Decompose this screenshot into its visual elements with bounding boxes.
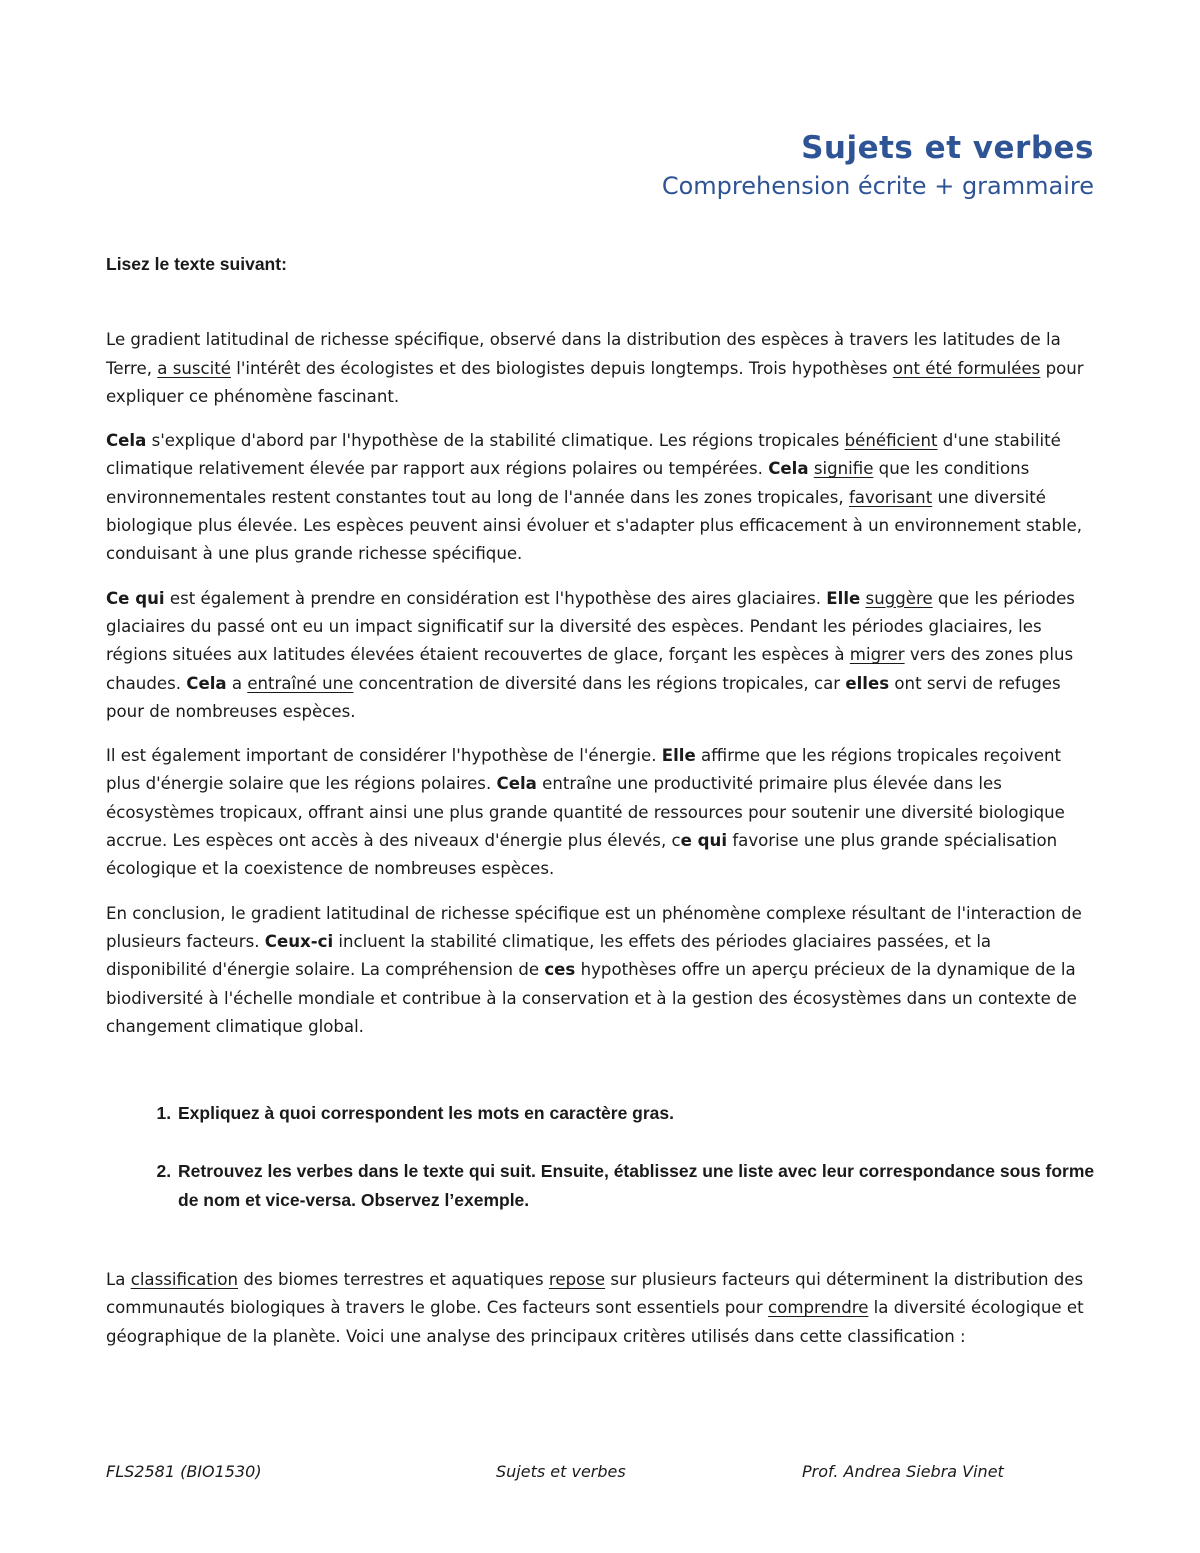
classification-paragraph xyxy=(106,1266,1096,1351)
document-subtitle: Comprehension écrite + grammaire xyxy=(661,172,1094,200)
reading-text xyxy=(106,326,1096,1041)
underlined-verb: a suscité xyxy=(157,358,231,378)
bold-word: Cela xyxy=(106,431,147,451)
text-run: des biomes terrestres et aquatiques xyxy=(238,1270,549,1290)
text-run: d'une stabilité climatique relativement élevée par rapport aux régions polaires ou tempérées. xyxy=(106,431,1061,479)
bold-word: Cela xyxy=(496,774,537,794)
document-title: Sujets et verbes xyxy=(801,130,1094,166)
footer-professor: Prof. Andrea Siebra Vinet xyxy=(802,1462,1004,1481)
bold-word: elles xyxy=(845,673,890,693)
bold-word: Ceux-ci xyxy=(264,931,334,951)
footer-topic: Sujets et verbes xyxy=(496,1462,626,1481)
underlined-verb: suggère xyxy=(865,588,933,608)
text-run: que les conditions environnementales restent constantes tout au long de l'année dans les zones tropicales, xyxy=(106,459,1030,507)
text-run: vers des zones plus chaudes. xyxy=(106,645,1074,693)
text-run: Il est également important de considérer l'hypothèse de l'énergie. xyxy=(106,746,662,766)
text-run: incluent la stabilité climatique, les effets des périodes glaciaires passées, et la disponibilité d'énergie solaire. La compréhension de xyxy=(106,931,992,980)
document-header xyxy=(662,128,1094,204)
paragraph-2 xyxy=(106,427,1096,568)
underlined-verb: entraîné une xyxy=(247,673,354,693)
text-run: sur plusieurs facteurs qui déterminent la distribution des communautés biologiques à travers le globe. Ces facteurs sont essentiels pour xyxy=(106,1270,1084,1318)
question-list xyxy=(106,1099,1096,1214)
paragraph-3 xyxy=(106,585,1096,726)
paragraph-1 xyxy=(106,326,1096,411)
bold-word: Elle xyxy=(661,746,696,766)
underlined-verb: comprendre xyxy=(768,1298,869,1318)
text-run: la diversité écologique et géographique de la planète. Voici une analyse des principaux critères utilisés dans cette classification : xyxy=(106,1298,1084,1346)
underlined-verb: favorisant xyxy=(848,487,933,507)
bold-word: ces xyxy=(544,960,576,980)
text-run: En conclusion, le gradient latitudinal de richesse spécifique est un phénomène complexe résultant de l'interaction de plusieurs facteurs. xyxy=(106,903,1082,951)
text-run: que les périodes glaciaires du passé ont eu un impact significatif sur la diversité des espèces. Pendant les périodes glaciaires, les régions situées aux latitudes élevées étaient recouvertes de glace, forçant les espèces à xyxy=(106,588,1075,665)
text-run: l'intérêt des écologistes et des biologistes depuis longtemps. Trois hypothèses xyxy=(230,358,893,378)
paragraph-5 xyxy=(106,900,1096,1041)
text-run: affirme que les régions tropicales reçoivent plus d'énergie solaire que les régions polaires. xyxy=(106,746,1061,794)
text-run: est également à prendre en considération est l'hypothèse des aires glaciaires. xyxy=(164,588,827,608)
text-run: favorise une plus grande spécialisation écologique et la coexistence de nombreuses espèces. xyxy=(106,831,1058,879)
reading-instruction: Lisez le texte suivant: xyxy=(106,254,287,274)
question-2: 2. Retrouvez les verbes dans le texte qui suit. Ensuite, établissez une liste avec leur correspondance sous forme de nom et vice-versa. Observez l’exemple. xyxy=(176,1157,1096,1214)
underlined-verb: classification xyxy=(130,1270,239,1290)
underlined-verb: repose xyxy=(548,1270,606,1290)
text-run: hypothèses offre un aperçu précieux de la dynamique de la biodiversité à l'échelle mondiale et contribue à la conservation et à la gestion des écosystèmes dans un contexte de changement climatique global. xyxy=(106,960,1077,1036)
document-body xyxy=(106,250,1096,1367)
text-run: a xyxy=(226,673,248,693)
text-run: entraîne une productivité primaire plus élevée dans les écosystèmes tropicaux, offrant ainsi une plus grande quantité de ressources pour soutenir une diversité biologique accrue. Les espèces ont accès à des niveaux d'énergie plus élevés, c xyxy=(106,774,1065,851)
text-run: ont servi de refuges pour de nombreuses espèces. xyxy=(106,673,1061,721)
text-run: s'explique d'abord par l'hypothèse de la stabilité climatique. Les régions tropicales xyxy=(146,431,845,451)
underlined-verb: signifie xyxy=(813,459,874,479)
text-run: Le gradient latitudinal de richesse spécifique, observé dans la distribution des espèces à travers les latitudes de la Terre, xyxy=(106,330,1061,378)
underlined-verb: bénéficient xyxy=(844,431,938,451)
text-run: concentration de diversité dans les régions tropicales, car xyxy=(353,673,846,693)
bold-word: e qui xyxy=(680,831,728,851)
underlined-verb: migrer xyxy=(849,645,905,665)
text-run: pour expliquer ce phénomène fascinant. xyxy=(106,358,1084,406)
bold-word: Cela xyxy=(768,459,809,479)
paragraph-4 xyxy=(106,742,1096,883)
bold-word: Ce qui xyxy=(106,588,165,608)
text-run: La xyxy=(106,1270,131,1290)
question-1: 1. Expliquez à quoi correspondent les mots en caractère gras. xyxy=(176,1099,1096,1127)
text-run: une diversité biologique plus élevée. Les espèces peuvent ainsi évoluer et s'adapter plus efficacement à un environnement stable, conduisant à une plus grande richesse spécifique. xyxy=(106,487,1083,564)
bold-word: Elle xyxy=(826,588,861,608)
footer-course-code: FLS2581 (BIO1530) xyxy=(106,1462,262,1481)
bold-word: Cela xyxy=(186,673,227,693)
underlined-verb: ont été formulées xyxy=(892,358,1041,378)
